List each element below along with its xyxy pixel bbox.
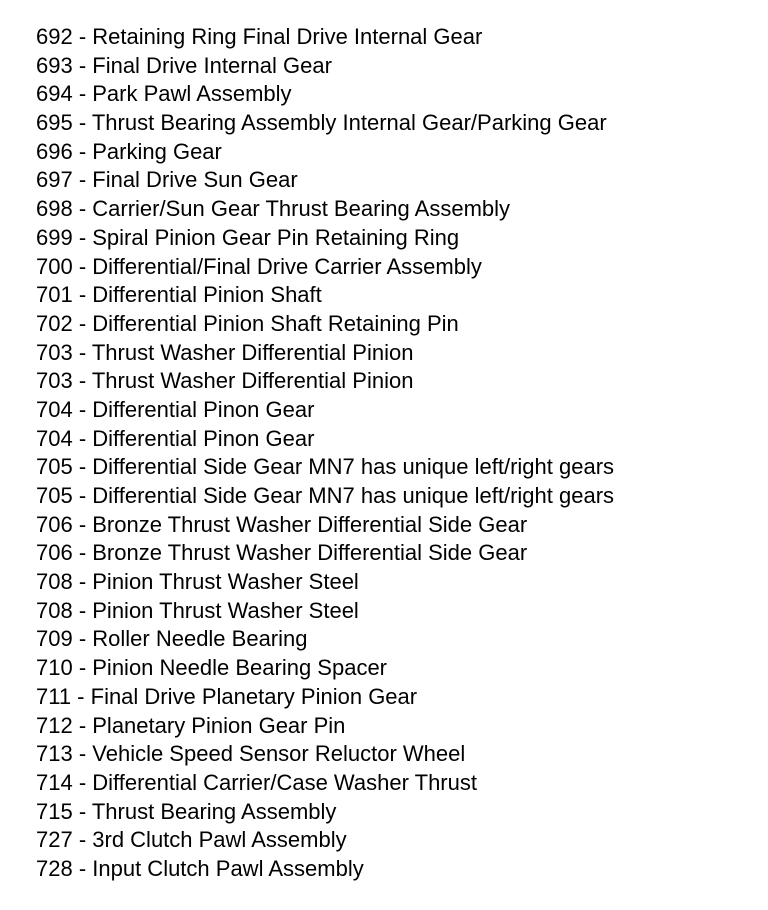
part-line-708-a: 708 - Pinion Thrust Washer Steel: [36, 569, 359, 595]
part-line-706-a: 706 - Bronze Thrust Washer Differential Side Gear: [36, 511, 528, 537]
part-line-728: 728 - Input Clutch Pawl Assembly: [36, 855, 364, 881]
part-line-711: 711 - Final Drive Planetary Pinion Gear: [36, 683, 418, 709]
part-line-693: 693 - Final Drive Internal Gear: [36, 52, 332, 78]
part-line-704-a: 704 - Differential Pinon Gear: [36, 396, 315, 422]
part-line-706-b: 706 - Bronze Thrust Washer Differential Side Gear: [36, 540, 528, 566]
part-line-697: 697 - Final Drive Sun Gear: [36, 167, 298, 193]
part-line-704-b: 704 - Differential Pinon Gear: [36, 425, 315, 451]
part-line-695: 695 - Thrust Bearing Assembly Internal Gear/Parking Gear: [36, 110, 607, 136]
part-line-700: 700 - Differential/Final Drive Carrier Assembly: [36, 253, 482, 279]
parts-list: [36, 23, 614, 884]
part-line-714: 714 - Differential Carrier/Case Washer Thrust: [36, 769, 477, 795]
part-line-694: 694 - Park Pawl Assembly: [36, 81, 292, 107]
part-line-708-b: 708 - Pinion Thrust Washer Steel: [36, 597, 359, 623]
part-line-712: 712 - Planetary Pinion Gear Pin: [36, 712, 346, 738]
part-line-699: 699 - Spiral Pinion Gear Pin Retaining Ring: [36, 224, 460, 250]
part-line-713: 713 - Vehicle Speed Sensor Reluctor Wheel: [36, 741, 466, 767]
part-line-703-a: 703 - Thrust Washer Differential Pinion: [36, 339, 414, 365]
part-line-698: 698 - Carrier/Sun Gear Thrust Bearing Assembly: [36, 196, 511, 222]
part-line-705-a: 705 - Differential Side Gear MN7 has unique left/right gears: [36, 454, 615, 480]
part-line-696: 696 - Parking Gear: [36, 138, 222, 164]
part-line-692: 692 - Retaining Ring Final Drive Internal Gear: [36, 24, 483, 49]
part-line-709: 709 - Roller Needle Bearing: [36, 626, 308, 652]
part-line-705-b: 705 - Differential Side Gear MN7 has unique left/right gears: [36, 483, 615, 508]
part-line-703-b: 703 - Thrust Washer Differential Pinion: [36, 368, 414, 394]
part-line-710: 710 - Pinion Needle Bearing Spacer: [36, 655, 388, 681]
part-line-701: 701 - Differential Pinion Shaft: [36, 282, 322, 308]
part-line-727: 727 - 3rd Clutch Pawl Assembly: [36, 827, 347, 853]
part-line-715: 715 - Thrust Bearing Assembly: [36, 798, 337, 824]
part-line-702: 702 - Differential Pinion Shaft Retaining Pin: [36, 310, 459, 336]
